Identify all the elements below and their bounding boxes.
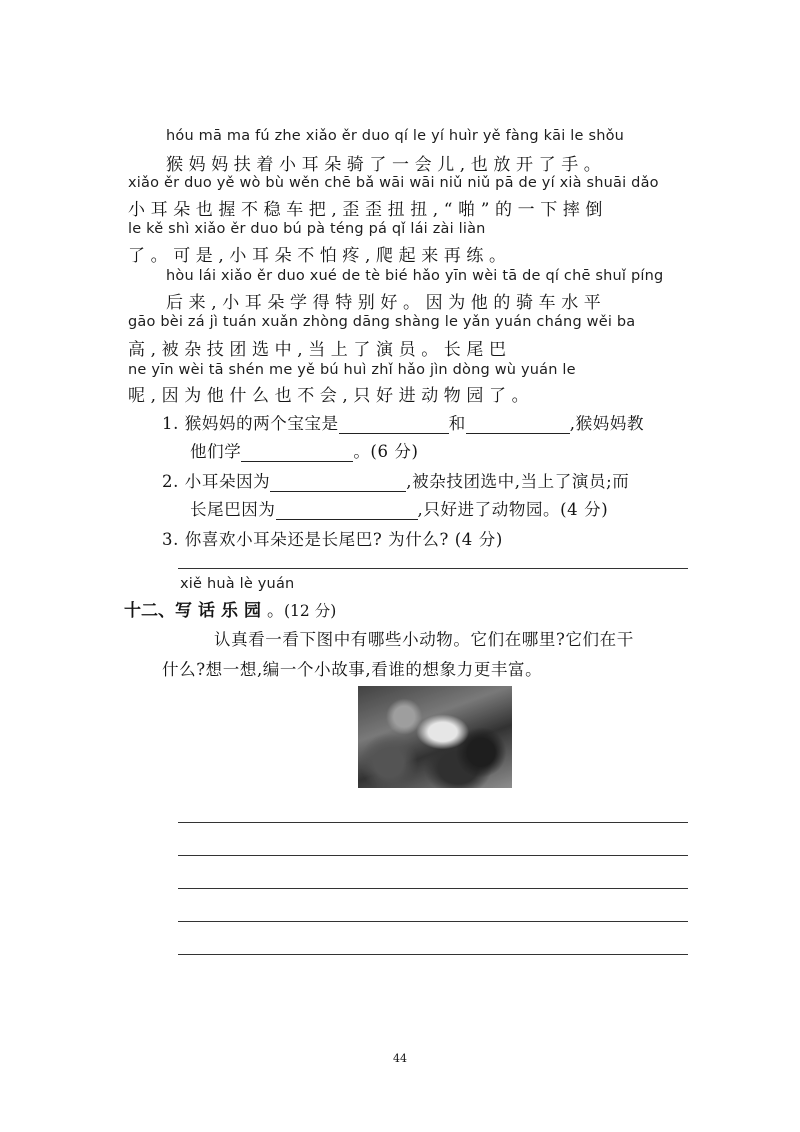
section-12-title-end: 。 xyxy=(267,601,284,621)
section-12-title: 写话乐园 xyxy=(175,601,267,621)
story-text-1: 猴妈妈扶着小耳朵骑了一会儿,也放开了手。 xyxy=(166,155,607,175)
question-2-text: 2. 小耳朵因为 xyxy=(162,472,271,491)
section-12-heading xyxy=(124,596,336,621)
writing-line[interactable] xyxy=(178,921,688,922)
answer-line-q3[interactable] xyxy=(178,568,688,569)
answer-blank-2a[interactable] xyxy=(270,473,406,492)
story-pinyin-6: ne yīn wèi tā shén me yě bú huì zhǐ hǎo jìn dòng wù yuán le xyxy=(128,362,576,378)
story-text-5: 高,被杂技团选中,当上了演员。长尾巴 xyxy=(128,340,512,360)
writing-line[interactable] xyxy=(178,954,688,955)
story-pinyin-2: xiǎo ěr duo yě wò bù wěn chē bǎ wāi wāi niǔ niǔ pā de yí xià shuāi dǎo xyxy=(128,175,659,191)
story-illustration xyxy=(358,686,512,788)
story-text-2: 小耳朵也握不稳车把,歪歪扭扭,“啪”的一下摔倒 xyxy=(128,200,608,220)
answer-blank-1c[interactable] xyxy=(241,443,353,462)
question-2-text-2: 长尾巴因为 xyxy=(190,500,276,519)
question-1-score: 。(6 分) xyxy=(353,442,419,461)
answer-blank-1b[interactable] xyxy=(466,415,570,434)
page-number: 44 xyxy=(393,1052,407,1065)
question-1-text: 1. 猴妈妈的两个宝宝是 xyxy=(162,414,339,433)
question-2-score: ,只好进了动物园。(4 分) xyxy=(417,500,609,519)
question-1-tail: ,猴妈妈教 xyxy=(569,414,645,433)
section-12-prompt-line2: 什么?想一想,编一个小故事,看谁的想象力更丰富。 xyxy=(162,660,543,679)
answer-blank-1a[interactable] xyxy=(339,415,449,434)
story-pinyin-4: hòu lái xiǎo ěr duo xué de tè bié hǎo yīn wèi tā de qí chē shuǐ píng xyxy=(166,268,664,284)
section-12-prompt-line1: 认真看一看下图中有哪些小动物。它们在哪里?它们在干 xyxy=(214,630,634,649)
story-text-3: 了。可是,小耳朵不怕疼,爬起来再练。 xyxy=(128,246,512,266)
writing-line[interactable] xyxy=(178,822,688,823)
question-2 xyxy=(162,468,629,492)
story-text-4: 后来,小耳朵学得特别好。因为他的骑车水平 xyxy=(166,293,607,313)
question-1-and: 和 xyxy=(448,414,466,433)
story-pinyin-3: le kě shì xiǎo ěr duo bú pà téng pá qǐ lái zài liàn xyxy=(128,221,486,237)
answer-blank-2b[interactable] xyxy=(276,501,418,520)
writing-line[interactable] xyxy=(178,888,688,889)
section-12-pinyin: xiě huà lè yuán xyxy=(180,576,295,592)
section-12-number: 十二、 xyxy=(124,601,175,621)
question-1-line2 xyxy=(190,438,419,462)
story-text-6: 呢,因为他什么也不会,只好进动物园了。 xyxy=(128,386,535,406)
story-pinyin-5: gāo bèi zá jì tuán xuǎn zhòng dāng shàng le yǎn yuán cháng wěi ba xyxy=(128,314,636,330)
section-12-score: (12 分) xyxy=(284,602,337,620)
question-1-text-2: 他们学 xyxy=(190,442,242,461)
question-2-tail: ,被杂技团选中,当上了演员;而 xyxy=(406,472,630,491)
question-3: 3. 你喜欢小耳朵还是长尾巴? 为什么? (4 分) xyxy=(162,530,503,549)
story-pinyin-1: hóu mā ma fú zhe xiǎo ěr duo qí le yí huìr yě fàng kāi le shǒu xyxy=(166,128,625,144)
writing-line[interactable] xyxy=(178,855,688,856)
question-2-line2 xyxy=(190,496,608,520)
question-1 xyxy=(162,410,644,434)
